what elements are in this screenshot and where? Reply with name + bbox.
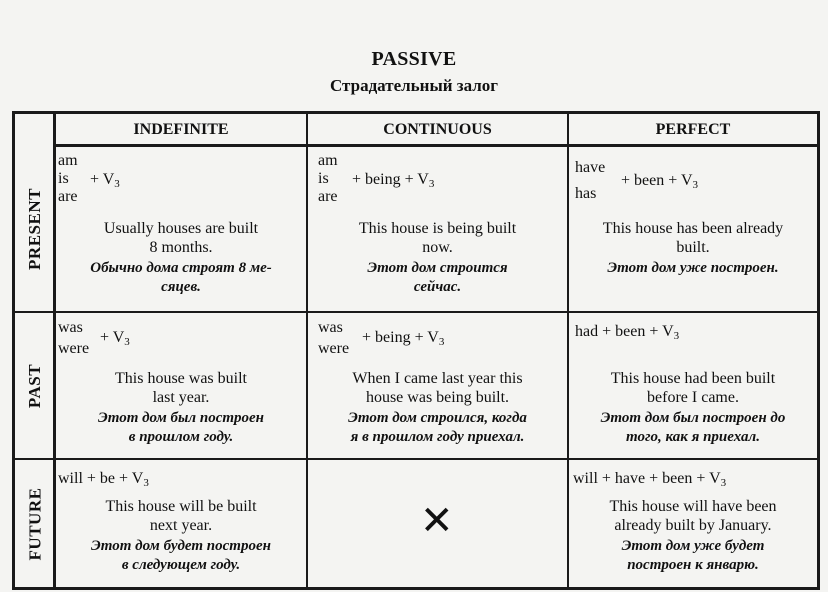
translation-line: Этот дом уже будет (621, 538, 765, 554)
translation-line: сейчас. (413, 279, 462, 295)
formula: had + been + $V_3$ (575, 323, 680, 342)
formula: will + have + been + $V_3$ (573, 470, 727, 489)
formula: + being + $V_3$ (352, 171, 435, 190)
not-used-cross-icon: ✕ (420, 498, 454, 544)
formula: + $V_3$ (90, 171, 120, 190)
example-line: This house was built (115, 370, 247, 387)
translation-line: Обычно дома строят 8 ме- (90, 260, 272, 276)
cell-present-continuous (308, 147, 567, 311)
cell-past-continuous (308, 313, 567, 458)
col-header-continuous: CONTINUOUS (383, 121, 492, 138)
example-line: This house had been built (610, 370, 776, 387)
translation-line: Этот дом был построен до (600, 410, 786, 426)
aux-verb: were (58, 340, 90, 357)
example-line: already built by January. (614, 517, 772, 534)
example-line: last year. (152, 389, 210, 406)
formula: + being + $V_3$ (362, 329, 445, 348)
aux-verb: were (318, 340, 350, 357)
translation-line: я в прошлом году приехал. (350, 429, 525, 445)
aux-verb: are (58, 188, 78, 205)
example-line: next year. (149, 517, 213, 534)
translation-line: Этот дом строился, когда (348, 410, 527, 426)
cell-present-indefinite (56, 147, 306, 311)
translation-line: сяцев. (161, 279, 201, 295)
translation-line: Этот дом уже построен. (607, 260, 779, 276)
translation-line: Этот дом строится (367, 260, 508, 276)
aux-verb: have (575, 159, 606, 176)
formula: will + be + $V_3$ (58, 470, 149, 489)
cell-past-indefinite (56, 313, 306, 458)
cell-future-perfect (569, 460, 817, 587)
aux-verb: is (58, 170, 69, 187)
example-line: When I came last year this (352, 370, 523, 387)
page-subtitle: Страдательный залог (330, 76, 498, 95)
formula: + $V_3$ (100, 329, 130, 348)
translation-line: Этот дом был построен (97, 410, 265, 426)
example-line: This house is being built (358, 220, 517, 237)
translation-line: Этот дом будет построен (91, 538, 271, 554)
example-line: now. (422, 239, 453, 256)
aux-verb: was (318, 319, 343, 336)
cell-present-perfect (569, 147, 817, 311)
example-line: house was being built. (365, 389, 510, 406)
translation-line: построен к январю. (627, 557, 759, 573)
aux-verb: am (318, 152, 338, 169)
col-header-indefinite: INDEFINITE (133, 121, 229, 138)
aux-verb: are (318, 188, 338, 205)
cell-past-perfect (569, 313, 817, 458)
formula: + been + $V_3$ (621, 172, 699, 191)
example-line: built. (676, 239, 710, 256)
example-line: This house will be built (105, 498, 257, 515)
example-line: This house will have been (609, 498, 777, 515)
translation-line: того, как я приехал. (626, 429, 760, 445)
translation-line: в следующем году. (121, 557, 241, 573)
example-line: before I came. (647, 389, 739, 406)
row-header-future: FUTURE (25, 487, 44, 560)
example-line: Usually houses are built (103, 220, 259, 237)
cell-future-indefinite (56, 460, 306, 587)
row-header-past: PAST (25, 363, 45, 408)
aux-verb: am (58, 152, 78, 169)
example-line: 8 months. (149, 239, 213, 256)
aux-verb: is (318, 170, 329, 187)
example-line: This house has been already (602, 220, 784, 237)
translation-line: в прошлом году. (128, 429, 234, 445)
aux-verb: has (575, 185, 597, 202)
page-title: PASSIVE (371, 48, 457, 70)
col-header-perfect: PERFECT (655, 121, 731, 138)
aux-verb: was (58, 319, 83, 336)
passive-voice-table (12, 111, 820, 590)
cell-future-continuous (308, 460, 567, 587)
row-header-present: PRESENT (25, 188, 45, 270)
